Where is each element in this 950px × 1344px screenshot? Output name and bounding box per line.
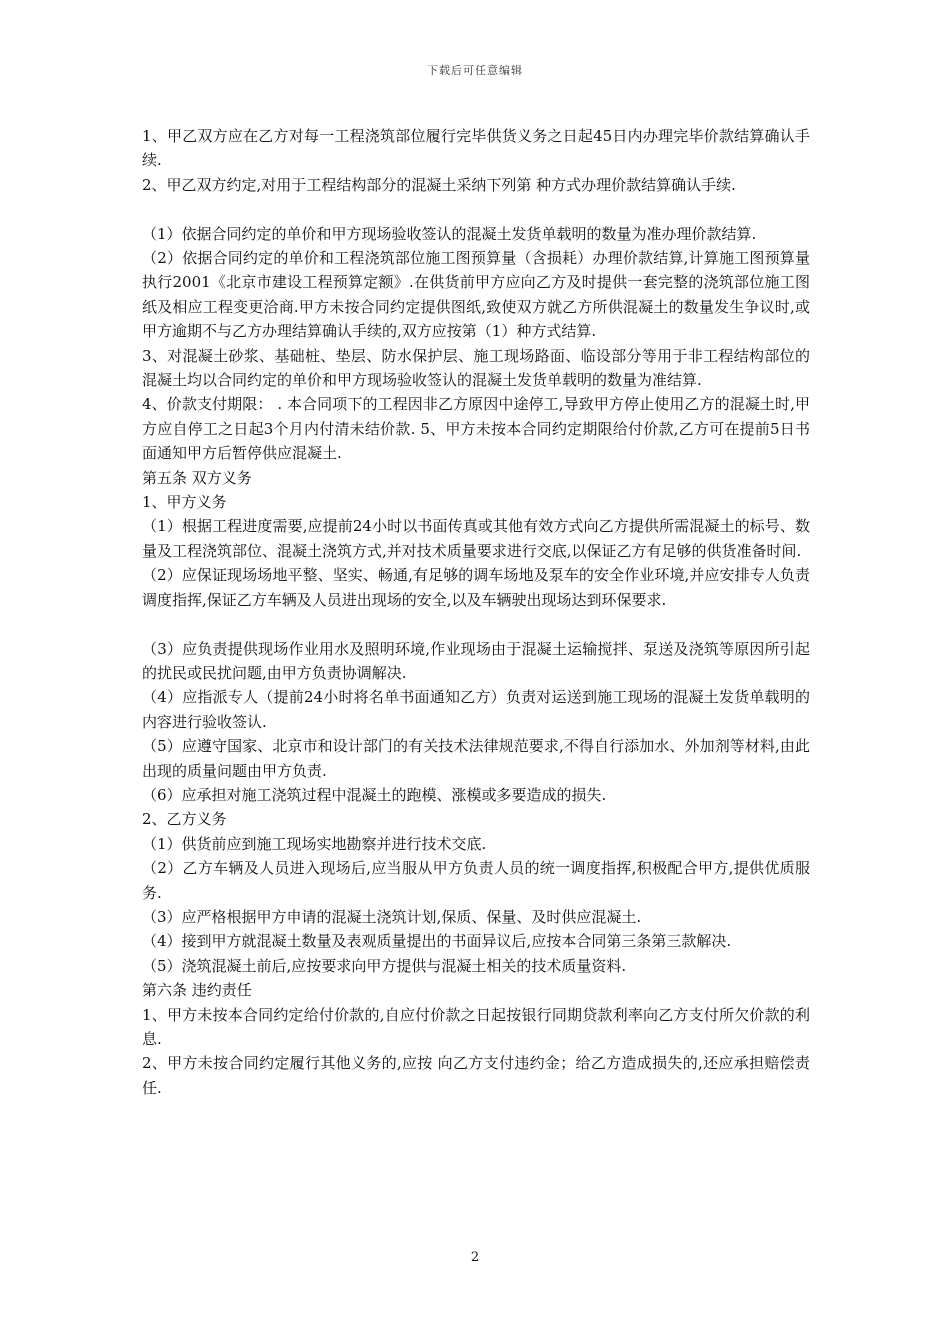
paragraph: （3）应严格根据甲方申请的混凝土浇筑计划,保质、保量、及时供应混凝土. [142,907,642,926]
paragraph: （1）依据合同约定的单价和甲方现场验收签认的混凝土发货单载明的数量为准办理价款结算. [142,224,757,243]
paragraph: （2）应保证现场场地平整、坚实、畅通,有足够的调车场地及泵车的安全作业环境,并应安排专人负责调度指挥,保证乙方车辆及人员进出现场的安全,以及车辆驶出现场达到环保要求. [142,566,810,609]
section-heading: 第五条 双方义务 [142,468,252,487]
paragraph: （1）根据工程进度需要,应提前24小时以书面传真或其他有效方式向乙方提供所需混凝土的标号、数量及工程浇筑部位、混凝土浇筑方式,并对技术质量要求进行交底,以保证乙方有足够的供货准备时间. [142,517,810,560]
paragraph: （5）应遵守国家、北京市和设计部门的有关技术法律规范要求,不得自行添加水、外加剂等材料,由此出现的质量问题由甲方负责. [142,737,810,780]
paragraph: （4）应指派专人（提前24小时将名单书面通知乙方）负责对运送到施工现场的混凝土发货单载明的内容进行验收签认. [142,688,810,731]
paragraph: 1、甲方未按本合同约定给付价款的,自应付价款之日起按银行同期贷款利率向乙方支付所欠价款的利息. [142,1005,810,1048]
section-heading: 第六条 违约责任 [142,981,252,1000]
document-body [142,124,810,1100]
paragraph: （2）依据合同约定的单价和工程浇筑部位施工图预算量（含损耗）办理价款结算,计算施工图预算量执行2001《北京市建设工程预算定额》.在供货前甲方应向乙方及时提供一套完整的浇筑部位施工图纸及相应工程变更洽商.甲方未按合同约定提供图纸,致使双方就乙方所供混凝土的数量发生争议时,或甲方逾期不与乙方办理结算确认手续的,双方应按第（1）种方式结算. [142,249,810,341]
paragraph: （6）应承担对施工浇筑过程中混凝土的跑模、涨模或多要造成的损失. [142,785,607,804]
paragraph: 2、甲乙双方约定,对用于工程结构部分的混凝土采纳下列第 种方式办理价款结算确认手续. [142,175,736,194]
header-note: 下载后可任意编辑 [427,64,523,77]
paragraph: （4）接到甲方就混凝土数量及表观质量提出的书面异议后,应按本合同第三条第三款解决. [142,932,732,951]
paragraph: 4、价款支付期限： . 本合同项下的工程因非乙方原因中途停工,导致甲方停止使用乙方的混凝土时,甲方应自停工之日起3个月内付清未结价款. 5、甲方未按本合同约定期限给付价款,乙方可在提前5日书面通知甲方后暂停供应混凝土. [142,395,810,463]
page-number: 2 [470,1250,480,1265]
sub-heading: 1、甲方义务 [142,493,227,512]
paragraph: 3、对混凝土砂浆、基础桩、垫层、防水保护层、施工现场路面、临设部分等用于非工程结构部位的混凝土均以合同约定的单价和甲方现场验收签认的混凝土发货单载明的数量为准结算. [142,346,810,390]
paragraph: 1、甲乙双方应在乙方对每一工程浇筑部位履行完毕供货义务之日起45日内办理完毕价款结算确认手续. [142,127,810,170]
paragraph: （5）浇筑混凝土前后,应按要求向甲方提供与混凝土相关的技术质量资料. [142,956,627,975]
paragraph: 2、甲方未按合同约定履行其他义务的,应按 向乙方支付违约金；给乙方造成损失的,还应承担赔偿责任. [142,1054,810,1097]
sub-heading: 2、乙方义务 [142,810,227,829]
paragraph: （3）应负责提供现场作业用水及照明环境,作业现场由于混凝土运输搅拌、泵送及浇筑等原因所引起的扰民或民扰问题,由甲方负责协调解决. [142,639,810,682]
paragraph: （2）乙方车辆及人员进入现场后,应当服从甲方负责人员的统一调度指挥,积极配合甲方,提供优质服务. [142,859,810,902]
paragraph: （1）供货前应到施工现场实地勘察并进行技术交底. [142,834,487,853]
